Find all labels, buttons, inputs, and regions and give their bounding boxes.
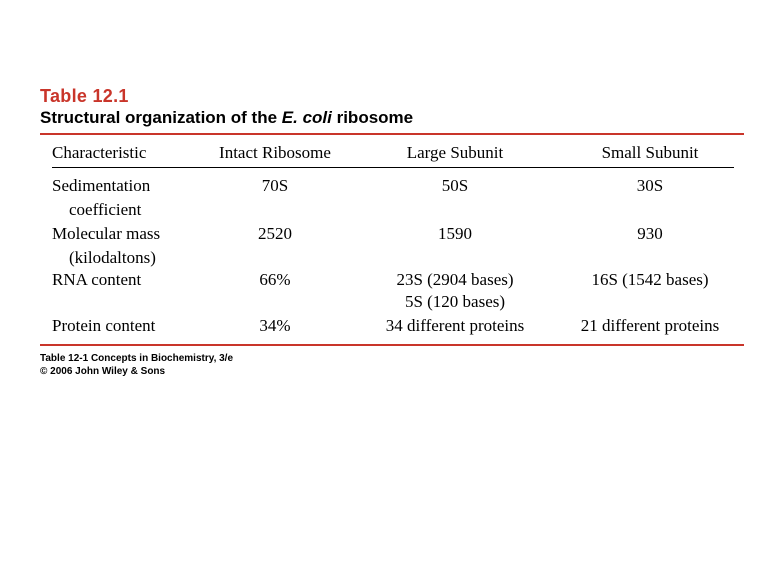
row-protein-label: Protein content [52, 316, 156, 335]
row-rna-label: RNA content [52, 270, 142, 289]
row-rna-large: 23S (2904 bases) [396, 270, 514, 289]
table-title-start: Structural organization of the [40, 108, 282, 127]
table-title-organism: E. coli [281, 108, 332, 127]
column-header-small-subunit: Small Subunit [601, 143, 699, 162]
row-sedimentation-small: 30S [636, 176, 664, 195]
row-protein-large: 34 different proteins [385, 316, 525, 335]
row-sedimentation-label-cont: coefficient [69, 200, 142, 219]
row-molecular-mass-large: 1590 [438, 224, 472, 243]
table-title [40, 108, 413, 128]
row-sedimentation-label: Sedimentation [52, 176, 151, 195]
column-header-characteristic: Characteristic [52, 143, 147, 162]
table-top-rule [40, 133, 744, 135]
table-label: Table 12.1 [40, 86, 129, 106]
table-bottom-rule [40, 344, 744, 346]
row-rna-small: 16S (1542 bases) [591, 270, 709, 289]
row-molecular-mass-label: Molecular mass [52, 224, 161, 243]
row-protein-intact: 34% [259, 316, 291, 335]
row-molecular-mass-small: 930 [637, 224, 663, 243]
row-sedimentation-large: 50S [441, 176, 469, 195]
row-molecular-mass-intact: 2520 [258, 224, 292, 243]
table-title-end: ribosome [331, 108, 414, 127]
row-rna-large-cont: 5S (120 bases) [404, 292, 506, 311]
source-line: Table 12-1 Concepts in Biochemistry, 3/e [40, 353, 234, 364]
row-protein-small: 21 different proteins [580, 316, 720, 335]
column-header-large-subunit: Large Subunit [406, 143, 504, 162]
copyright-line: © 2006 John Wiley & Sons [40, 366, 166, 377]
header-rule [52, 167, 734, 168]
row-sedimentation-intact: 70S [261, 176, 289, 195]
row-rna-intact: 66% [259, 270, 291, 289]
column-header-intact-ribosome: Intact Ribosome [219, 143, 331, 162]
source-footer [40, 352, 233, 378]
row-molecular-mass-label-cont: (kilodaltons) [69, 248, 156, 267]
